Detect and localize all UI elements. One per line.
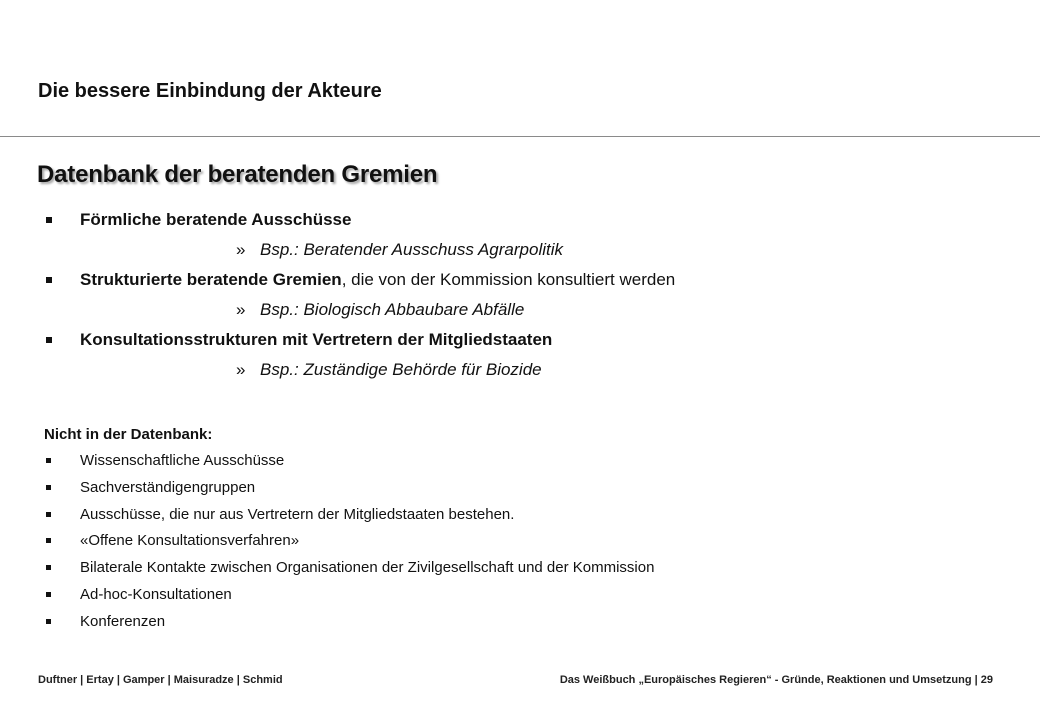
sub-bullet-marker: »: [236, 300, 246, 319]
list-item: [44, 502, 1004, 529]
item-text: Sachverständigengruppen: [80, 478, 256, 496]
square-bullet-icon: [46, 565, 51, 570]
title-divider: [0, 136, 1040, 137]
list-item: [44, 325, 1004, 355]
list-item: [44, 582, 1004, 609]
square-bullet-icon: [46, 619, 51, 624]
square-bullet-icon: [46, 592, 51, 597]
item-text: Konferenzen: [80, 612, 166, 630]
example-text: Bsp.: Beratender Ausschuss Agrarpolitik: [260, 240, 563, 259]
example-item: [44, 235, 1004, 265]
square-bullet-icon: [46, 512, 51, 517]
example-text: Bsp.: Zuständige Behörde für Biozide: [260, 360, 542, 379]
square-bullet-icon: [46, 277, 52, 283]
item-label: Strukturierte beratende Gremien: [80, 270, 342, 289]
footer-authors: Duftner | Ertay | Gamper | Maisuradze | Schmid: [38, 674, 283, 686]
item-label: Konsultationsstrukturen mit Vertretern der Mitgliedstaaten: [80, 330, 553, 349]
square-bullet-icon: [46, 538, 51, 543]
item-text: «Offene Konsultationsverfahren»: [80, 532, 300, 550]
list-item: [44, 475, 1004, 502]
square-bullet-icon: [46, 337, 52, 343]
footer-source-page: Das Weißbuch „Europäisches Regieren“ - Gründe, Reaktionen und Umsetzung | 29: [559, 674, 993, 686]
list-item: [44, 205, 1004, 235]
square-bullet-icon: [46, 217, 52, 223]
list-item: [44, 265, 1004, 295]
item-text: Ausschüsse, die nur aus Vertretern der Mitgliedstaaten bestehen.: [80, 505, 515, 523]
section-heading: Datenbank der beratenden Gremien: [37, 161, 438, 188]
item-text: Bilaterale Kontakte zwischen Organisationen der Zivilgesellschaft und der Kommission: [80, 559, 655, 577]
list-item: [44, 609, 1004, 636]
item-label-rest: , die von der Kommission konsultiert werden: [341, 270, 676, 289]
not-in-database-label: Nicht in der Datenbank:: [44, 426, 213, 443]
sub-bullet-marker: »: [236, 360, 246, 379]
list-item: [44, 555, 1004, 582]
main-bullet-list: [44, 205, 1004, 385]
square-bullet-icon: [46, 458, 51, 463]
example-item: [44, 295, 1004, 325]
sub-bullet-marker: »: [236, 240, 246, 259]
example-item: [44, 355, 1004, 385]
item-text: Wissenschaftliche Ausschüsse: [80, 452, 285, 469]
item-text: Ad-hoc-Konsultationen: [80, 585, 232, 603]
not-in-database-section: [44, 424, 1004, 636]
item-label: Förmliche beratende Ausschüsse: [80, 210, 352, 229]
list-item: [44, 528, 1004, 555]
list-item: [44, 448, 1004, 475]
slide-title: Die bessere Einbindung der Akteure: [38, 80, 382, 102]
square-bullet-icon: [46, 485, 51, 490]
example-text: Bsp.: Biologisch Abbaubare Abfälle: [260, 300, 525, 319]
